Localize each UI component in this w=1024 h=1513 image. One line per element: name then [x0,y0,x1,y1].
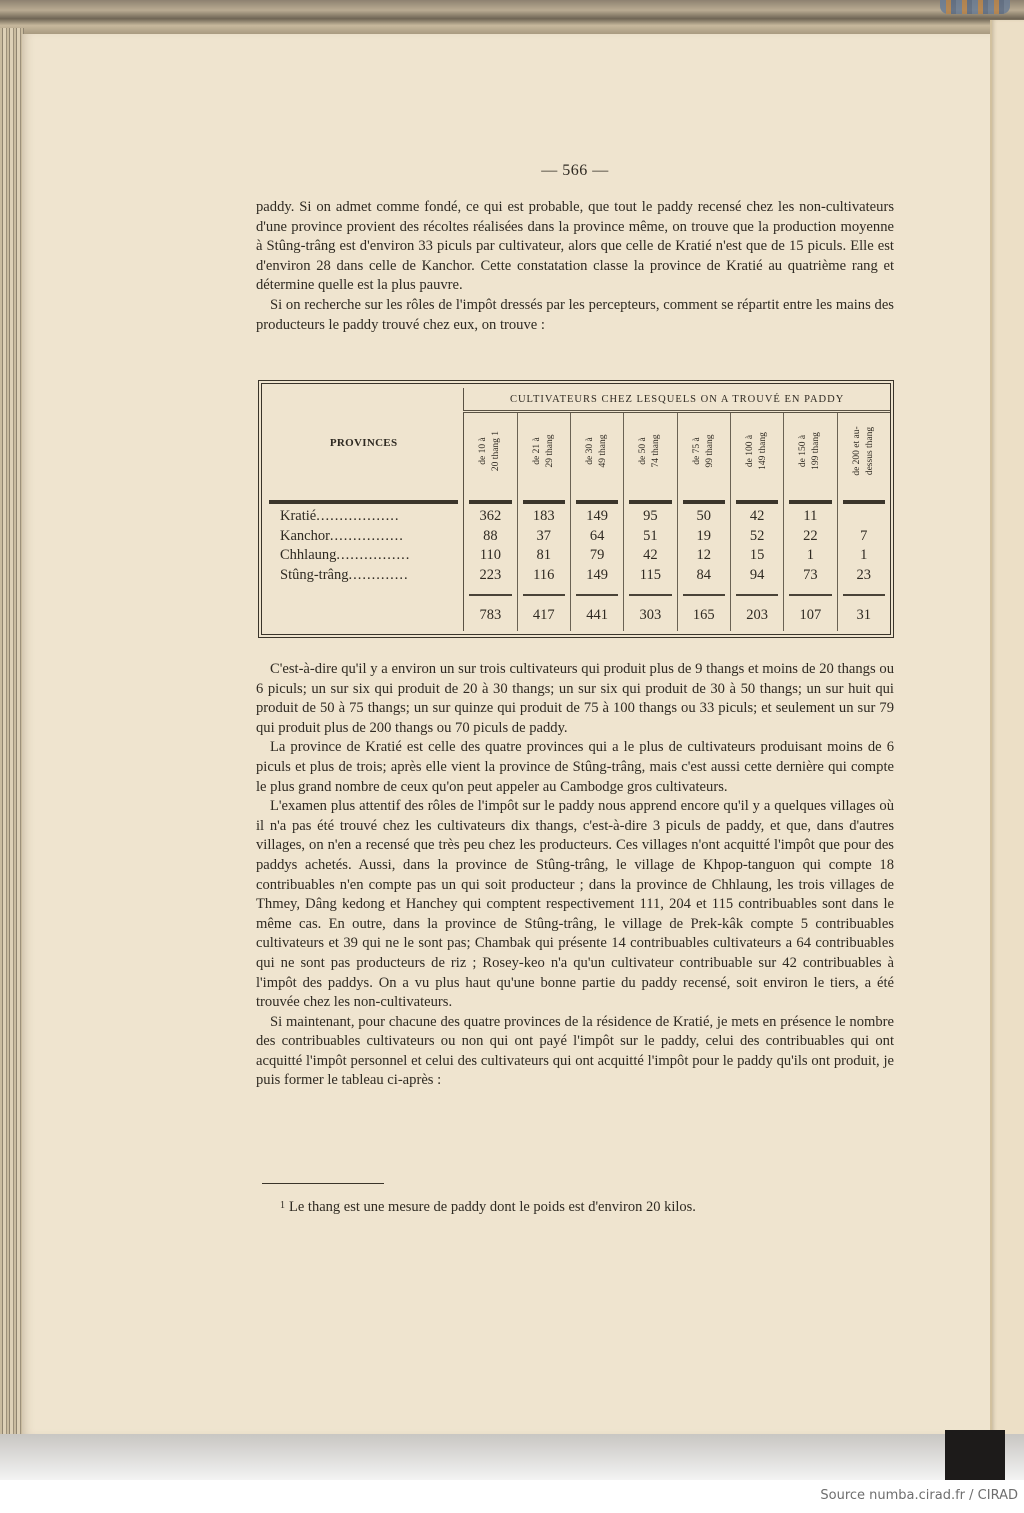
cell: 64 [570,527,623,547]
footnote-divider [262,1183,384,1184]
cell: 52 [730,527,783,547]
table-row [264,546,890,566]
column-header: de 21 à 29 thang [517,412,570,498]
footnote-marker: 1 [280,1200,285,1211]
footnote-text: Le thang est une mesure de paddy dont le poids est d'environ 20 kilos. [289,1199,696,1215]
paragraph: L'examen plus attentif des rôles de l'impôt sur le paddy nous apprend encore qu'il y a quelques villages où il n'a pas été trouvé chez les cultivateurs dix thangs, c'est-à-dire 3 piculs de paddy, et que, dans d'autres villages, on n'en a recensé que très peu chez les producteurs. Ces villages n'ont acquitté l'impôt que pour des paddys achetés. Aussi, dans la province de Stûng-trâng, le village de Khpop-tanguon qui compte 18 contribuables n'en compte pas un qui soit producteur ; dans la province de Chhlaung, les trois villages de Thmey, Dâng kedong et Hanchey qui comptent respectivement 111, 204 et 115 contribuables sont dans le même cas. En outre, dans la province de Stûng-trâng, le village de Prek-kâk compte 5 contribuables cultivateurs et 39 qui ne le sont pas; Chambak qui présente 14 contribuables cultivateurs a 64 contribuables qui ne sont pas producteurs de riz ; Rosey-keo n'a qu'un cultivateur contribuable sur 42 contribuables à l'impôt des paddys. On a vu plus haut qu'une bonne partie du paddy recensé, soit environ le tiers, a été trouvée chez les non-cultivateurs. [256,798,894,1011]
paragraph: Si on recherche sur les rôles de l'impôt dressés par les percepteurs, comment se répartit entre les mains des producteurs le paddy trouvé chez eux, on trouve : [256,296,894,333]
column-header: de 200 et au- dessus thang [851,426,875,476]
paragraph: Si maintenant, pour chacune des quatre provinces de la résidence de Kratié, je mets en présence le nombre des contribuables cultivateurs ou non qui ont payé l'impôt sur le paddy, celui des contribuables qui ont acquitté l'impôt personnel et celui des cultivateurs qui ont acquitté l'impôt pour le paddy qu'ils ont produit, je puis former le tableau ci-après : [256,1013,894,1089]
sum-rule [264,585,890,599]
page-text-bottom [256,660,894,1091]
paddy-distribution-table [258,380,894,638]
province-name: Kratié.................. [264,507,464,527]
cell: 11 [784,507,837,527]
provinces-header: PROVINCES [264,388,464,497]
cell: 88 [464,527,517,547]
cell: 149 [570,507,623,527]
cell: 223 [464,566,517,586]
total-cell: 203 [730,599,783,631]
column-header: de 10 à 20 thang 1 [464,412,517,498]
page-text-top [256,162,894,335]
province-name: Stûng-trâng............. [264,566,464,586]
total-cell: 107 [784,599,837,631]
cell: 183 [517,507,570,527]
column-header: de 150 à 199 thang [784,412,837,498]
column-header: de 50 à 74 thang [624,412,677,498]
cell [837,507,890,527]
cell: 362 [464,507,517,527]
cell: 19 [677,527,730,547]
cell: 23 [856,566,872,583]
cell: 7 [860,527,868,544]
total-cell: 31 [856,606,872,623]
bookmark-ribbon-top [940,0,1010,14]
column-header: de 75 à 99 thang [677,412,730,498]
cell: 81 [517,546,570,566]
total-cell: 303 [624,599,677,631]
province-name: Kanchor................ [264,527,464,547]
page-stack-right-edge [990,20,1024,1440]
cell: 73 [784,566,837,586]
cell: 1 [784,546,837,566]
cell: 15 [730,546,783,566]
province-name: Chhlaung................ [264,546,464,566]
cell: 115 [624,566,677,586]
paragraph: C'est-à-dire qu'il y a environ un sur trois cultivateurs qui produit plus de 9 thangs et moins de 20 thangs ou 6 piculs; un sur six qui produit de 20 à 30 thangs; un sur six qui produit de 30 à 50 thangs; un sur huit qui produit de 50 à 75 thangs; un sur quinze qui produit de 75 à 100 thangs ou 33 piculs; et seulement un sur 79 qui produit plus de 200 thangs ou 70 piculs de paddy. [256,661,894,736]
cell: 12 [677,546,730,566]
column-header: de 30 à 49 thang [570,412,623,498]
cell: 79 [570,546,623,566]
table-row [264,507,890,527]
table-row [264,566,890,586]
cell: 95 [624,507,677,527]
cell: 84 [677,566,730,586]
book-top-edge [0,0,1024,34]
cell: 37 [517,527,570,547]
table-row [264,527,890,547]
total-cell: 441 [570,599,623,631]
cell: 94 [730,566,783,586]
source-caption: Source numba.cirad.fr / CIRAD [820,1488,1018,1503]
cell: 1 [860,547,868,564]
total-cell: 165 [677,599,730,631]
data-table [264,388,890,631]
bookmark-ribbon-bottom [945,1430,1005,1480]
cell: 42 [730,507,783,527]
cell: 149 [570,566,623,586]
header-rule [264,497,890,507]
scan-bottom-shadow [0,1434,1024,1480]
footnote [280,1199,696,1216]
total-cell: 783 [464,599,517,631]
cell: 116 [517,566,570,586]
cell: 50 [677,507,730,527]
totals-row [264,599,890,631]
page-number: — 566 — [541,162,609,179]
cell: 51 [624,527,677,547]
column-header: de 100 à 149 thang [730,412,783,498]
cell: 22 [784,527,837,547]
total-cell: 417 [517,599,570,631]
cell: 42 [624,546,677,566]
group-header: CULTIVATEURS CHEZ LESQUELS ON A TROUVÉ EN PADDY [464,388,890,412]
paragraph: paddy. Si on admet comme fondé, ce qui est probable, que tout le paddy recensé chez les non-cultivateurs d'une province provient des récoltes réalisées dans la province même, on trouve que la production moyenne à Stûng-trâng est d'environ 33 piculs par cultivateur, alors que celle de Kratié n'est que de 15 piculs. Elle est d'environ 28 dans celle de Kanchor. Cette constatation classe la province de Kratié au quatrième rang et détermine quelle est la plus pauvre. [256,199,894,294]
page-stack-left-edge [0,28,24,1438]
cell: 110 [464,546,517,566]
paragraph: La province de Kratié est celle des quatre provinces qui a le plus de cultivateurs produisant moins de 6 piculs et plus de trois; après elle vient la province de Stûng-trâng, mais c'est aussi cette dernière qui compte le plus grand nombre de ceux qu'on peut appeler au Cambodge gros cultivateurs. [256,739,894,795]
